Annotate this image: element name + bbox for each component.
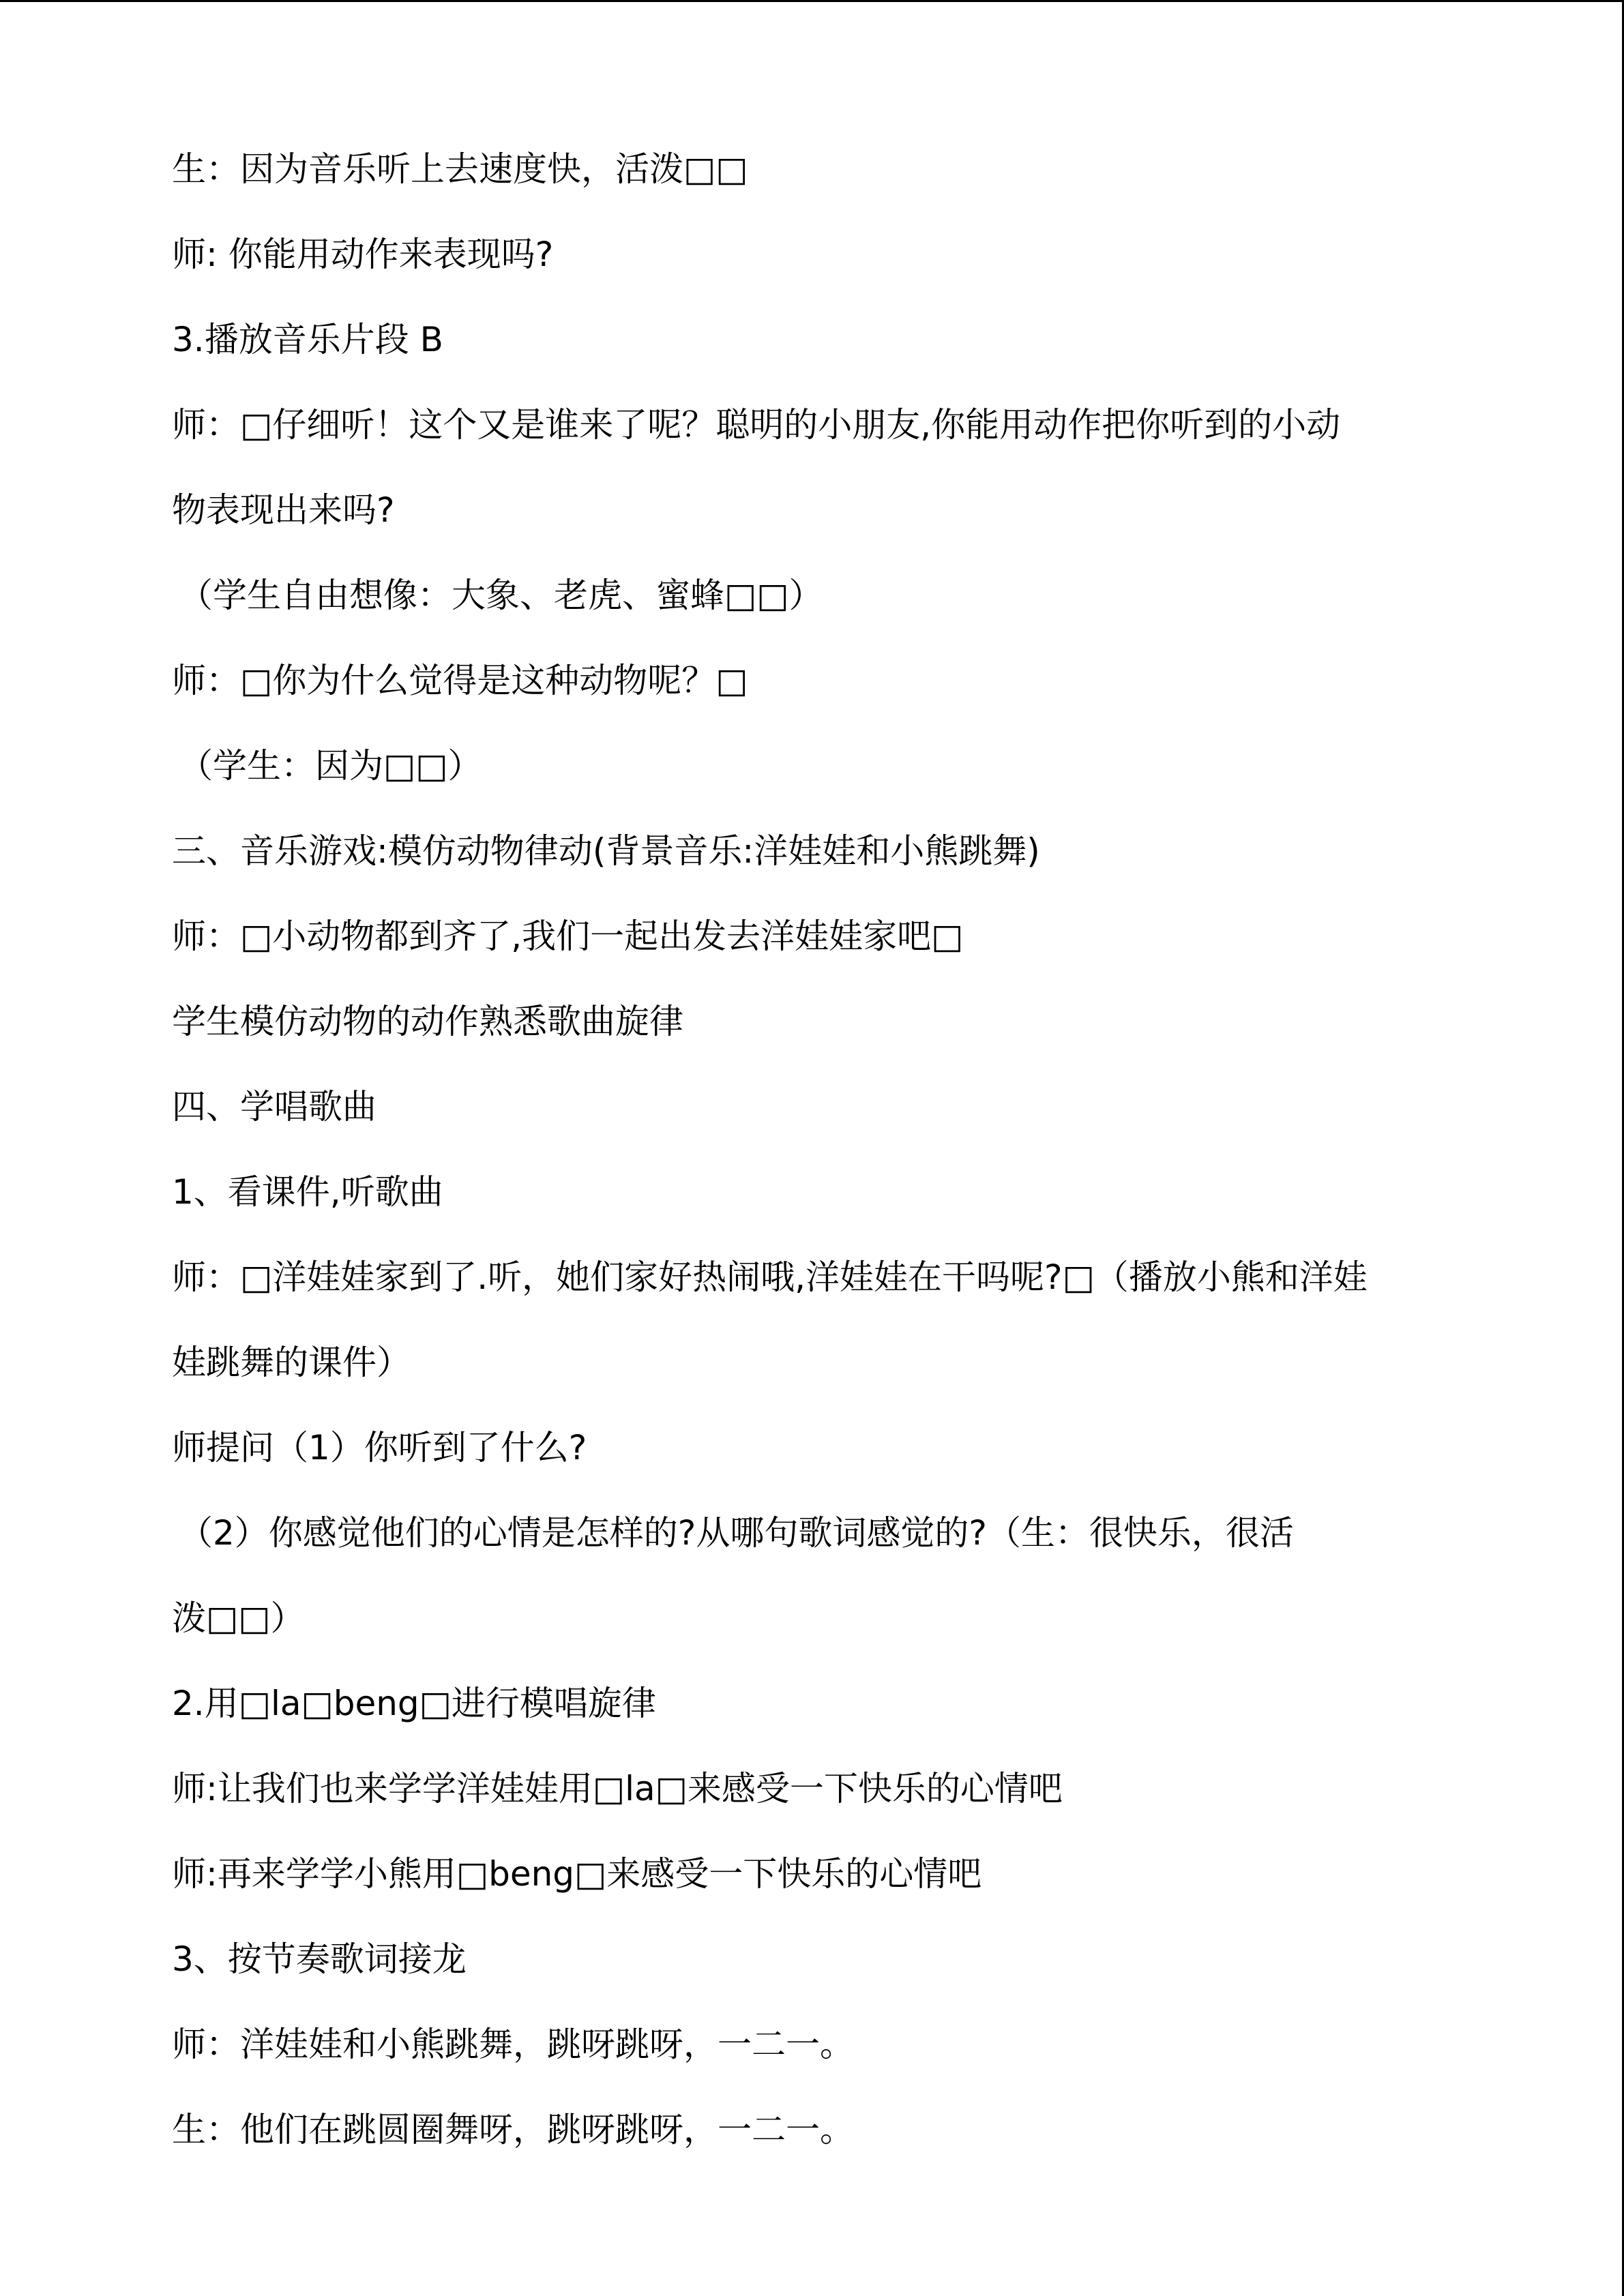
text-line: 师:让我们也来学学洋娃娃用□la□来感受一下快乐的心情吧 [172,1769,1063,1808]
text-line: 生：他们在跳圆圈舞呀，跳呀跳呀，一二一。 [172,2110,854,2149]
text-line: 娃跳舞的课件） [172,1343,411,1382]
section-heading: 四、学唱歌曲 [172,1087,377,1127]
text-line: 1、看课件,听歌曲 [172,1172,443,1212]
text-line: 物表现出来吗? [172,490,395,530]
text-line: 师：□洋娃娃家到了.听，她们家好热闹哦,洋娃娃在干吗呢?□（播放小熊和洋娃 [172,1257,1368,1297]
text-line: 学生模仿动物的动作熟悉歌曲旋律 [172,1002,683,1041]
text-line: 生：因为音乐听上去速度快，活泼□□ [172,149,748,189]
text-line: 师提问（1）你听到了什么? [172,1428,587,1467]
text-line: 3.播放音乐片段 B [172,320,443,359]
text-line: 师：□仔细听！这个又是谁来了呢？聪明的小朋友,你能用动作把你听到的小动 [172,405,1341,445]
section-heading: 三、音乐游戏:模仿动物律动(背景音乐:洋娃娃和小熊跳舞) [172,831,1040,871]
text-line: （学生：因为□□） [179,746,482,786]
text-line: 师:再来学学小熊用□beng□来感受一下快乐的心情吧 [172,1854,982,1894]
text-line: （学生自由想像：大象、老虎、蜜蜂□□） [179,576,823,615]
text-line: 师：□你为什么觉得是这种动物呢？□ [172,661,748,700]
text-line: 2.用□la□beng□进行模唱旋律 [172,1684,656,1723]
text-line: 师：□小动物都到齐了,我们一起出发去洋娃娃家吧□ [172,916,964,956]
text-line: 师：洋娃娃和小熊跳舞，跳呀跳呀，一二一。 [172,2025,854,2064]
text-line: （2）你感觉他们的心情是怎样的?从哪句歌词感觉的?（生：很快乐，很活 [179,1513,1294,1553]
text-line: 泼□□） [172,1598,305,1638]
text-line: 师: 你能用动作来表现吗? [172,235,554,274]
text-line: 3、按节奏歌词接龙 [172,1939,467,1979]
